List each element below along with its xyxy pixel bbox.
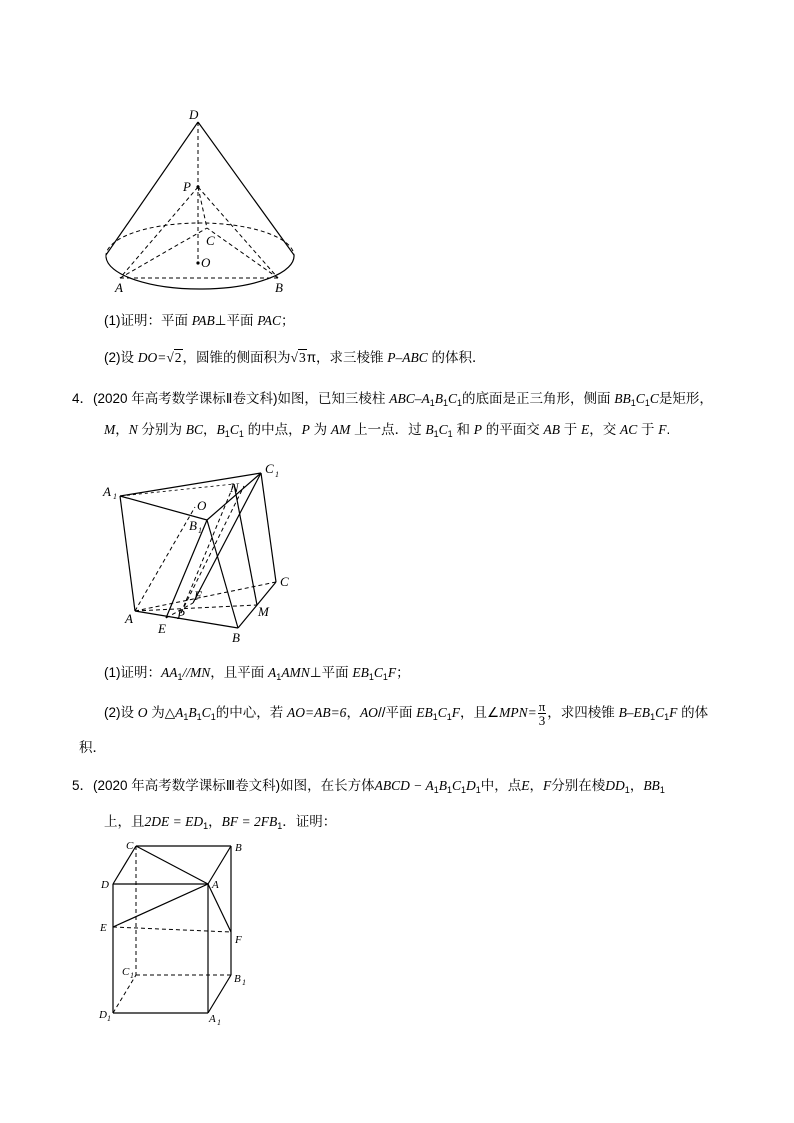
q5-text: ．证明：	[282, 814, 337, 829]
svg-text:1: 1	[242, 978, 246, 987]
q4-source: (2020 年高考数学课标Ⅱ卷文科)	[93, 391, 278, 406]
label-M: M	[258, 604, 269, 619]
q5-text: 中，点	[480, 778, 522, 793]
label-D: D	[189, 107, 199, 122]
q4-part1: (1)证明：$AA_1//MN$，且平面 $A_1AMN\perp$平面 $EB_1C_1F$；	[104, 665, 410, 682]
label-A1: A	[103, 484, 111, 499]
label-F: F	[235, 934, 242, 946]
q4-text: 为	[309, 422, 331, 437]
svg-text:1: 1	[275, 470, 279, 479]
q4-number: 4．	[72, 391, 94, 406]
label-D1: D	[99, 1009, 107, 1021]
seg-B1C1b: B	[425, 422, 434, 437]
point-P2: P	[473, 422, 482, 437]
condition-AO: AO=AB=6	[286, 705, 347, 721]
edge-BB1: BB	[643, 778, 660, 793]
q3-p2-end: 的体积．	[427, 350, 486, 365]
q5-text: ，	[529, 778, 544, 793]
q4-text: 上一点．过	[350, 422, 426, 437]
svg-text:1: 1	[198, 526, 202, 535]
q5-text: 上，且	[104, 814, 145, 829]
label-E: E	[100, 922, 107, 934]
point-E: E	[580, 422, 590, 437]
q3-p1-end: ；	[281, 313, 295, 328]
q4-text: ，求四棱锥	[547, 705, 619, 721]
box-name: ABCD − A	[374, 778, 434, 793]
label-B1: B	[234, 973, 241, 985]
label-A: A	[125, 611, 133, 626]
q4-part2: (2)设 O 为$\triangle A_1B_1C_1$的中心，若 AO=AB=6，AO//平面 $EB_1C_1F$，且∠MPN= $\frac{\pi}{3}$ ，求四棱锥 $B-EB_1C_1F$ 的体	[104, 699, 709, 728]
seg-B1C1: B	[216, 422, 225, 437]
q5-source: (2020 年高考数学课标Ⅲ卷文科)	[93, 778, 281, 793]
q4-part2-cont	[79, 738, 106, 758]
svg-text:1: 1	[107, 1014, 111, 1023]
q5-text: 分别在棱	[551, 778, 606, 793]
q3-p2-prefix: (2)设	[104, 350, 138, 365]
face-name: BB	[614, 391, 631, 406]
q4-line1: 4．(2020 年高考数学课标Ⅱ卷文科)如图，已知三棱柱 ABC–$A_1B_1C_1$的底面是正三角形，侧面 $BB_1C_1C$是矩形，	[72, 391, 713, 408]
frac-num: π	[538, 699, 546, 714]
q4-text: ，且平面	[210, 665, 269, 680]
q4-text: 于	[637, 422, 659, 437]
q4-p2-end: 积．	[79, 740, 106, 755]
q4-text: ，且∠	[460, 705, 500, 721]
q3-p1-prefix: (1)证明：平面	[104, 313, 192, 328]
label-C1: C	[122, 966, 130, 978]
point-N: N	[128, 422, 138, 437]
label-B1: B	[189, 518, 197, 533]
plane-A1AMN: AMN	[281, 665, 310, 680]
q4-text: ，	[203, 422, 217, 437]
q4-text: .	[666, 422, 671, 437]
label-N: N	[230, 480, 239, 495]
label-A: A	[115, 280, 123, 295]
seg-AB: AB	[543, 422, 560, 437]
angle-MPN: MPN=	[499, 705, 537, 721]
svg-text:1: 1	[113, 492, 117, 501]
prism-name: ABC–A	[389, 391, 430, 406]
plane-pab: PAB	[191, 313, 215, 328]
label-C: C	[280, 574, 289, 589]
q5-number: 5．	[72, 778, 94, 793]
svg-text:1: 1	[217, 1018, 221, 1026]
pi: π	[306, 350, 317, 365]
label-C: C	[206, 233, 215, 248]
q4-text: 为△	[147, 705, 176, 721]
q4-text: 于	[559, 422, 581, 437]
q4-text: 的中心，若	[215, 705, 287, 721]
edge-DD1: DD	[605, 778, 625, 793]
q3-do: DO=	[137, 350, 167, 365]
label-E: E	[158, 621, 166, 636]
q4-p1-prefix: (1)证明：	[104, 665, 161, 680]
fraction-pi-3	[538, 700, 547, 727]
q4-text: 是矩形，	[658, 391, 713, 406]
label-A1: A	[209, 1013, 216, 1025]
condition-DE: 2DE = ED	[144, 814, 204, 829]
seg-AC: AC	[620, 422, 638, 437]
frac-den: 3	[538, 713, 546, 728]
box-figure	[93, 836, 263, 1026]
q4-text: //平面	[377, 705, 417, 721]
label-B: B	[232, 630, 240, 645]
plane-pac: PAC	[257, 313, 282, 328]
sqrt-3-radicand: 3	[298, 350, 306, 365]
q3-p2-mid2: ，求三棱锥	[316, 350, 388, 365]
label-D: D	[101, 879, 109, 891]
q4-text: ，	[115, 422, 129, 437]
sqrt-3: √3	[290, 350, 306, 365]
q4-text: ⊥平面	[309, 665, 353, 680]
q3-part2	[104, 348, 486, 368]
q4-text: ，交	[589, 422, 620, 437]
q4-text: 和	[452, 422, 474, 437]
q3-p1-perp: ⊥平面	[214, 313, 258, 328]
condition-BF: BF = 2FB	[221, 814, 278, 829]
sqrt-2: √2	[166, 350, 182, 365]
point-O: O	[137, 705, 148, 721]
q4-text: 的体	[677, 705, 709, 721]
svg-text:1: 1	[130, 971, 134, 980]
seg-AO: AO	[359, 705, 378, 721]
q4-p2-prefix: (2)设	[104, 705, 138, 721]
point-E: E	[521, 778, 530, 793]
q4-line2: M，N 分别为 BC，$B_1C_1$ 的中点，P 为 AM 上一点．过 $B_1C_1$ 和 P 的平面交 AB 于 E，交 AC 于 F.	[104, 422, 671, 439]
label-B: B	[235, 842, 242, 854]
label-F: F	[194, 588, 202, 603]
seg-BC: BC	[185, 422, 204, 437]
q5-line2: 上，且$2DE = ED_1$，BF = $2FB_1$．证明：	[104, 814, 337, 831]
point-F: F	[543, 778, 552, 793]
q4-text: 分别为	[137, 422, 186, 437]
plane-EB1C1F: EB	[352, 665, 369, 680]
point-F: F	[658, 422, 667, 437]
q4-text: 如图，已知三棱柱	[277, 391, 390, 406]
q5-line1: 5．(2020 年高考数学课标Ⅲ卷文科)如图，在长方体ABCD − $A_1B_1C_1D_1$中，点E，F分别在棱$DD_1$，$BB_1$	[72, 778, 665, 795]
label-P: P	[183, 179, 191, 194]
seg-AM: AM	[330, 422, 351, 437]
label-C: C	[126, 840, 134, 852]
seg-AA1: AA	[161, 665, 178, 680]
prism-figure	[98, 458, 308, 653]
parallel-MN: //MN	[182, 665, 211, 680]
label-A: A	[212, 879, 219, 891]
q5-text: 如图，在长方体	[280, 778, 375, 793]
label-C1: C	[265, 461, 274, 476]
pyramid-pabc: P–ABC	[387, 350, 428, 365]
q4-text: ；	[396, 665, 410, 680]
q4-text: ，	[346, 705, 360, 721]
point-M: M	[104, 422, 116, 437]
q4-text: 的平面交	[481, 422, 544, 437]
q3-p2-mid: ，圆锥的侧面积为	[182, 350, 291, 365]
point-P: P	[301, 422, 310, 437]
cone-figure	[95, 105, 305, 300]
q4-text: 的底面是正三角形，侧面	[462, 391, 615, 406]
label-B: B	[275, 280, 283, 295]
label-O: O	[197, 498, 207, 513]
q4-text: 的中点，	[243, 422, 302, 437]
label-O: O	[201, 255, 211, 270]
point-F2: F	[387, 665, 397, 680]
sqrt-2-radicand: 2	[174, 350, 182, 365]
label-P: P	[177, 607, 185, 622]
q3-part1	[104, 311, 295, 331]
pyramid-B-EB1C1F: B–EB	[618, 705, 651, 721]
